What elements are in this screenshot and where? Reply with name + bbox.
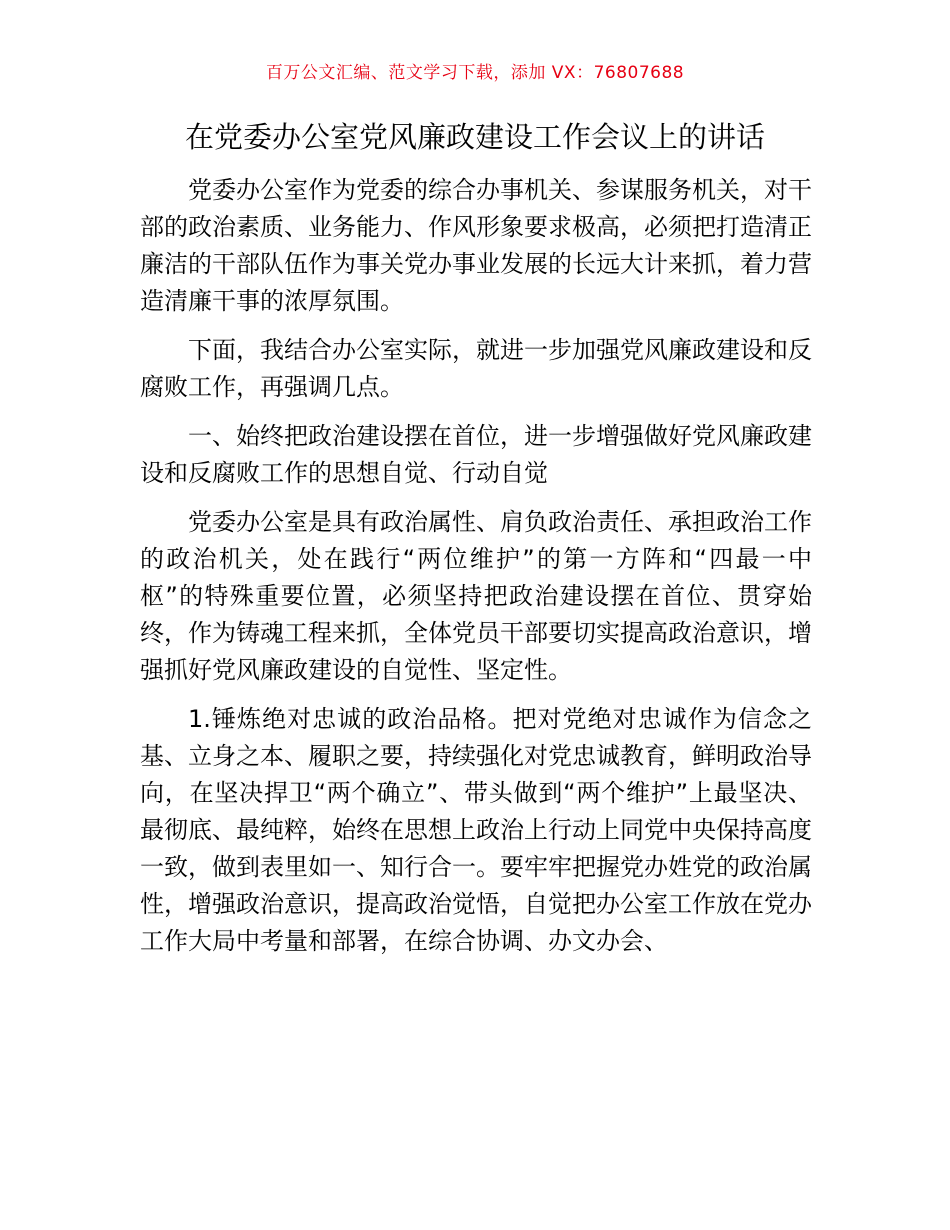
section-heading-1: 一、始终把政治建设摆在首位，进一步增强做好党风廉政建设和反腐败工作的思想自觉、行动自觉 xyxy=(140,422,812,487)
paragraph-section-1: 党委办公室是具有政治属性、肩负政治责任、承担政治工作的政治机关，处在践行“两位维护”的第一方阵和“四最一中枢”的特殊重要位置，必须坚持把政治建设摆在首位、贯穿始终，作为铸魂工程来抓，全体党员干部要切实提高政治意识，增强抓好党风廉政建设的自觉性、坚定性。 xyxy=(140,508,812,684)
document-title: 在党委办公室党风廉政建设工作会议上的讲话 xyxy=(184,120,765,154)
watermark-header-note: 百万公文汇编、范文学习下载，添加 VX：76807688 xyxy=(265,63,685,83)
paragraph-intro: 党委办公室作为党委的综合办事机关、参谋服务机关，对干部的政治素质、业务能力、作风形象要求极高，必须把打造清正廉洁的干部队伍作为事关党办事业发展的长远大计来抓，着力营造清廉干事的浓厚氛围。 xyxy=(140,176,812,315)
paragraph-point-1: 1.锤炼绝对忠诚的政治品格。把对党绝对忠诚作为信念之基、立身之本、履职之要，持续强化对党忠诚教育，鲜明政治导向，在坚决捍卫“两个确立”、带头做到“两个维护”上最坚决、最彻底、最纯粹，始终在思想上政治上行动上同党中央保持高度一致，做到表里如一、知行合一。要牢牢把握党办姓党的政治属性，增强政治意识，提高政治觉悟，自觉把办公室工作放在党办工作大局中考量和部署，在综合协调、办文办会、 xyxy=(140,705,812,955)
document-body xyxy=(140,172,812,972)
paragraph-overview: 下面，我结合办公室实际，就进一步加强党风廉政建设和反腐败工作，再强调几点。 xyxy=(140,336,812,401)
